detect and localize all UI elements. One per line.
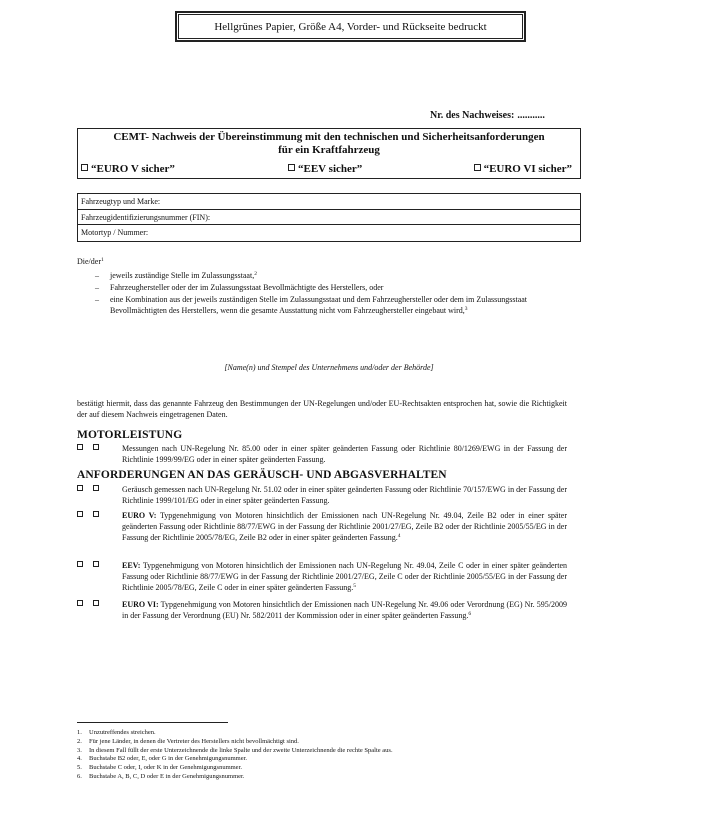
option-euro-v-label: “EURO V sicher” [91, 163, 175, 175]
cemt-header-box [77, 128, 581, 179]
checkbox-icon[interactable] [77, 444, 83, 450]
confirmation-text: bestätigt hiermit, dass das genannte Fahrzeug den Bestimmungen der UN-Regelungen und/oder EU-Rechtsakten entsprochen hat, sowie die Richtigkeit der auf diesem Nachweis eingetragenen Daten. [77, 399, 567, 419]
option-eev-label: “EEV sicher” [298, 163, 363, 175]
certificate-number-label: Nr. des Nachweises: [430, 110, 515, 121]
requirement-text: Messungen nach UN-Regelung Nr. 85.00 oder in einer später geänderten Fassung oder Richtlinie 80/1269/EWG in der Fassung der Richtlinie 1999/99/EG oder in einer später geänderten Fassung. [122, 444, 567, 464]
footnote: 6. Buchstabe A, B, C, D oder E in der Genehmigungsnummer. [77, 772, 245, 780]
option-euro-vi-label: “EURO VI sicher” [483, 163, 572, 175]
footnotes [77, 729, 393, 782]
requirement-text: EURO V: Typgenehmigung von Motoren hinsichtlich der Emissionen nach UN-Regelung Nr. 49.04, Zeile B2 oder in einer später geänderten Fassung oder Richtlinie 88/77/EWG in der Fassung der Richtlinie 2001/27/EG, Zeile B2 oder der Richtlinie 2005/55/EG in der Fassung der Richtlinie 2005/78/EG, Zeile B2 oder in einer später geänderten Fassung.$^4$ [122, 511, 567, 542]
checkbox-icon[interactable] [77, 600, 83, 606]
certificate-number [430, 110, 545, 121]
cemt-title-line2: für ein Kraftfahrzeug [278, 144, 380, 156]
checkbox-icon[interactable] [81, 164, 88, 171]
footnote-ref: 5 [353, 583, 357, 589]
checkbox-icon[interactable] [288, 164, 295, 171]
footnote-ref: 1 [101, 257, 104, 263]
option-eev[interactable] [288, 163, 362, 175]
footnote: 3. In diesem Fall füllt der erste Unterzeichnende die linke Spalte und der zweite Unterzeichnende die rechte Spalte aus. [77, 746, 393, 754]
checkbox-icon[interactable] [77, 485, 83, 491]
footnote: 1. Unzutreffendes streichen. [77, 729, 156, 736]
stamp-placeholder: [Name(n) und Stempel des Unternehmens und/oder der Behörde] [224, 363, 434, 372]
option-euro-vi[interactable] [474, 163, 572, 175]
requirement-text: EURO VI: Typgenehmigung von Motoren hinsichtlich der Emissionen nach UN-Regelung Nr. 49.06 oder Verordnung (EG) Nr. 595/2009 in der Fassung der Verordnung (EU) Nr. 582/2011 der Kommission oder in einer später geänderten Fassung.$^6$ [122, 600, 567, 620]
cemt-options [81, 163, 572, 177]
footnote-ref: 6 [468, 611, 472, 617]
requirement-text: EEV: Typgenehmigung von Motoren hinsichtlich der Emissionen nach UN-Regelung Nr. 49.04, Zeile C oder in einer später geänderten Fassung oder Richtlinie 88/77/EWG in der Fassung der Richtlinie 2001/27/EG, Zeile C oder der Richtlinie 2005/55/EG in der Fassung der Richtlinie 2005/78/EG, Zeile C oder in einer später geänderten Fassung.$^5$ [122, 561, 567, 592]
requirement-eev [77, 560, 567, 593]
certificate-number-value: ........... [517, 110, 545, 121]
footnote-ref: 3 [464, 306, 468, 312]
footnote-ref: 4 [397, 533, 401, 539]
issuer-list [95, 270, 565, 317]
requirement-motor [77, 443, 567, 465]
issuer-intro [77, 256, 104, 267]
vehicle-type-field[interactable]: Fahrzeugtyp und Marke: [78, 194, 580, 210]
issuer-intro-text: Die/der [77, 257, 101, 266]
checkbox-icon[interactable] [93, 485, 99, 491]
footnote: 5. Buchstabe C oder, I, oder K in der Genehmigungsnummer. [77, 764, 242, 772]
list-item: – Fahrzeughersteller oder der im Zulassungsstaat Bevollmächtigte des Herstellers, oder [95, 282, 565, 293]
requirement-noise [77, 484, 567, 506]
cemt-title-line1: CEMT- Nachweis der Übereinstimmung mit den technischen und Sicherheitsanforderungen [113, 131, 545, 143]
vin-field[interactable]: Fahrzeugidentifizierungsnummer (FIN): [78, 210, 580, 226]
footnote: 2. Für jene Länder, in denen die Vertreter des Herstellers nicht bevollmächtigt sind. [77, 737, 299, 745]
paper-note-box [175, 11, 526, 42]
checkbox-icon[interactable] [77, 561, 83, 567]
requirement-euro-v [77, 510, 567, 543]
checkbox-icon[interactable] [93, 600, 99, 606]
requirement-text: Geräusch gemessen nach UN-Regelung Nr. 51.02 oder in einer später geänderten Fassung oder Richtlinie 70/157/EWG in der Fassung der Richtlinie 1999/101/EG oder in einer später geänderten Fassung. [122, 485, 567, 505]
footnote-divider [77, 722, 228, 723]
footnote: 4. Buchstabe B2 oder, E, oder G in der Genehmigungsnummer. [77, 755, 248, 763]
cemt-title [78, 129, 580, 157]
list-item: – eine Kombination aus der jeweils zuständigen Stelle im Zulassungsstaat und dem Fahrzeughersteller oder dem im Zulassungsstaat Bevollmächtigten des Herstellers, wenn die gesamte Ausstattung nicht vom Fahrzeughersteller eingebaut wird,$^3$ [95, 294, 565, 316]
checkbox-icon[interactable] [93, 444, 99, 450]
footnote-ref: 2 [254, 271, 257, 277]
checkbox-icon[interactable] [93, 561, 99, 567]
option-euro-v[interactable] [81, 163, 175, 175]
engine-type-field[interactable]: Motortyp / Nummer: [81, 228, 149, 238]
section-heading-motor: MOTORLEISTUNG [77, 429, 183, 441]
checkbox-icon[interactable] [474, 164, 481, 171]
list-item: – jeweils zuständige Stelle im Zulassungsstaat,$^2$ [95, 270, 565, 281]
checkbox-icon[interactable] [93, 511, 99, 517]
requirement-euro-vi [77, 599, 567, 621]
paper-note-text: Hellgrünes Papier, Größe A4, Vorder- und Rückseite bedruckt [214, 20, 487, 33]
vehicle-data-table [77, 193, 581, 242]
section-heading-emissions: ANFORDERUNGEN AN DAS GERÄUSCH- UND ABGASVERHALTEN [77, 469, 447, 481]
checkbox-icon[interactable] [77, 511, 83, 517]
